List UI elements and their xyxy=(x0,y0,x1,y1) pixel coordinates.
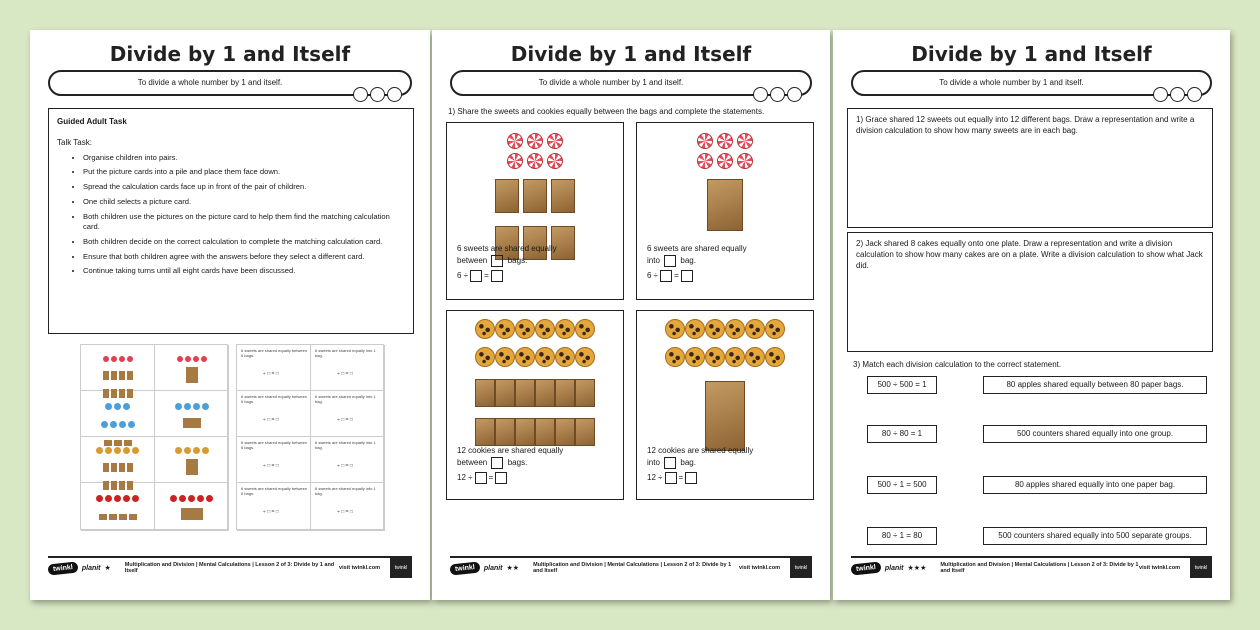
cookie-icon xyxy=(535,347,555,367)
calculation-card: 6 sweets are shared equally into 1 bag. ÷ □ = □ xyxy=(311,391,385,437)
sweet-icon xyxy=(507,153,523,169)
cookie-icon xyxy=(555,347,575,367)
sharing-panel xyxy=(446,122,624,300)
answer-box[interactable] xyxy=(470,270,482,282)
task-item: • Organise children into pairs. xyxy=(83,153,405,163)
cookie-icon xyxy=(685,319,705,339)
task-item: • Continue taking turns until all eight cards have been discussed. xyxy=(83,266,405,276)
statement-box[interactable]: 500 counters shared equally into 500 separate groups. xyxy=(983,527,1207,545)
progress-circles xyxy=(753,87,802,102)
cookie-icon xyxy=(665,347,685,367)
answer-box[interactable] xyxy=(475,472,487,484)
bags-group xyxy=(637,179,813,236)
difficulty-stars: ★★★ xyxy=(907,565,927,572)
visit-link: visit twinkl.com xyxy=(339,565,380,571)
statement: 12 cookies are shared equally between bags. 12 ÷ = xyxy=(457,446,564,483)
twinkl-logo: twinkl xyxy=(450,561,481,575)
calculation-card: 6 sweets are shared equally between 6 bags. ÷ □ = □ xyxy=(237,437,311,483)
cookie-icon xyxy=(535,319,555,339)
objective-text: To divide a whole number by 1 and itself. xyxy=(538,78,684,87)
answer-box[interactable] xyxy=(491,270,503,282)
calculation-box[interactable]: 500 ÷ 1 = 500 xyxy=(867,476,937,494)
footer-description: Multiplication and Division | Mental Calculations | Lesson 2 of 3: Divide by 1 and Itself xyxy=(124,562,335,574)
question-1-text: 1) Share the sweets and cookies equally between the bags and complete the statements. xyxy=(448,107,765,116)
question-3-text: 3) Match each division calculation to the correct statement. xyxy=(853,360,1062,369)
sharing-panel xyxy=(446,310,624,500)
twinkl-badge-icon: twinkl xyxy=(1190,558,1212,578)
task-item: • Both children use the pictures on the picture card to help them find the matching calculation card. xyxy=(83,212,405,232)
task-item: • Ensure that both children agree with the answers before they select a different card. xyxy=(83,252,405,262)
page-title: Divide by 1 and Itself xyxy=(109,42,351,66)
statement-box[interactable]: 500 counters shared equally into one group. xyxy=(983,425,1207,443)
sweet-icon xyxy=(697,133,713,149)
cookie-icon xyxy=(765,319,785,339)
progress-circle xyxy=(387,87,402,102)
sweet-icon xyxy=(527,153,543,169)
answer-box[interactable] xyxy=(491,255,503,267)
cookie-icon xyxy=(705,319,725,339)
statement: 6 sweets are shared equally between bags. 6 ÷ = xyxy=(457,244,557,281)
match-row xyxy=(853,476,1210,494)
planit-label: planit xyxy=(81,564,101,572)
paper-bag-icon xyxy=(535,379,555,407)
calculation-cards-thumbnail xyxy=(236,344,384,530)
cookie-icon xyxy=(515,319,535,339)
answer-box[interactable] xyxy=(491,457,503,469)
cookie-icon xyxy=(515,347,535,367)
paper-bag-icon xyxy=(495,179,519,213)
planit-label: planit xyxy=(884,564,904,572)
paper-bag-icon xyxy=(523,179,547,213)
question-1-text: 1) Grace shared 12 sweets out equally into 12 different bags. Draw a representation and write a division calculation to show how many sweets are in each bag. xyxy=(856,115,1195,135)
cookie-icon xyxy=(555,319,575,339)
progress-circle xyxy=(370,87,385,102)
twinkl-logo: twinkl xyxy=(48,561,79,575)
objective-banner xyxy=(48,70,412,96)
question-2-text: 2) Jack shared 8 cakes equally onto one plate. Draw a representation and write a division calculation to show how many cakes are on a plate. Write a division calculation to show what Jack did. xyxy=(856,239,1203,270)
answer-box[interactable] xyxy=(664,457,676,469)
cookie-icon xyxy=(665,319,685,339)
picture-card xyxy=(155,391,229,437)
paper-bag-icon xyxy=(555,418,575,446)
statement: 6 sweets are shared equally into bag. 6 ÷ = xyxy=(647,244,747,281)
sweet-icon xyxy=(527,133,543,149)
sharing-panel xyxy=(636,122,814,300)
twinkl-badge-icon: twinkl xyxy=(790,558,812,578)
task-item: • Both children decide on the correct calculation to complete the matching calculation card. xyxy=(83,237,405,247)
twinkl-logo: twinkl xyxy=(851,561,882,575)
difficulty-stars: ★ xyxy=(104,565,111,572)
paper-bag-icon xyxy=(475,379,495,407)
guided-task-box xyxy=(48,108,414,334)
question-1-box[interactable] xyxy=(847,108,1213,228)
cookie-icon xyxy=(575,347,595,367)
progress-circles xyxy=(1153,87,1202,102)
paper-bag-icon xyxy=(475,418,495,446)
cookie-icon xyxy=(475,347,495,367)
page-footer xyxy=(450,556,812,578)
sweets-group xyxy=(447,133,623,173)
answer-box[interactable] xyxy=(660,270,672,282)
picture-card xyxy=(81,437,155,483)
task-item: • Spread the calculation cards face up in front of the pair of children. xyxy=(83,182,405,192)
cookie-icon xyxy=(495,347,515,367)
sweet-icon xyxy=(717,133,733,149)
calculation-box[interactable]: 80 ÷ 1 = 80 xyxy=(867,527,937,545)
paper-bag-icon xyxy=(515,418,535,446)
picture-card xyxy=(81,483,155,531)
calculation-box[interactable]: 500 ÷ 500 = 1 xyxy=(867,376,937,394)
paper-bag-icon xyxy=(575,418,595,446)
visit-link: visit twinkl.com xyxy=(739,565,780,571)
task-item: • One child selects a picture card. xyxy=(83,197,405,207)
progress-circle xyxy=(753,87,768,102)
question-2-box[interactable] xyxy=(847,232,1213,352)
progress-circle xyxy=(1170,87,1185,102)
page-footer xyxy=(48,556,412,578)
sweets-group xyxy=(637,133,813,173)
worksheet-page-3 xyxy=(833,30,1230,600)
page-title: Divide by 1 and Itself xyxy=(911,42,1152,66)
cookie-icon xyxy=(475,319,495,339)
answer-box[interactable] xyxy=(665,472,677,484)
task-list xyxy=(83,153,405,277)
picture-card xyxy=(155,345,229,391)
answer-box[interactable] xyxy=(685,472,697,484)
difficulty-stars: ★★ xyxy=(506,565,520,572)
sweet-icon xyxy=(717,153,733,169)
objective-text: To divide a whole number by 1 and itself. xyxy=(939,78,1084,87)
objective-banner xyxy=(450,70,812,96)
sweet-icon xyxy=(547,153,563,169)
sweet-icon xyxy=(737,133,753,149)
paper-bag-icon xyxy=(515,379,535,407)
sweet-icon xyxy=(697,153,713,169)
picture-card xyxy=(155,483,229,531)
statement-box[interactable]: 80 apples shared equally into one paper bag. xyxy=(983,476,1207,494)
calculation-card: 6 sweets are shared equally between 6 bags. ÷ □ = □ xyxy=(237,483,311,531)
cookie-icon xyxy=(575,319,595,339)
cookie-icon xyxy=(745,347,765,367)
calculation-card: 6 sweets are shared equally into 1 bag. ÷ □ = □ xyxy=(311,345,385,391)
statement: 12 cookies are shared equally into bag. 12 ÷ = xyxy=(647,446,754,483)
match-row xyxy=(853,425,1210,443)
objective-banner xyxy=(851,70,1212,96)
cookie-icon xyxy=(705,347,725,367)
objective-text: To divide a whole number by 1 and itself. xyxy=(137,78,283,87)
progress-circle xyxy=(770,87,785,102)
paper-bag-icon xyxy=(495,418,515,446)
calculation-card: 6 sweets are shared equally between 6 bags. ÷ □ = □ xyxy=(237,345,311,391)
cookie-icon xyxy=(745,319,765,339)
cookies-group xyxy=(447,319,623,375)
answer-box[interactable] xyxy=(664,255,676,267)
task-item: • Put the picture cards into a pile and place them face down. xyxy=(83,167,405,177)
page-title: Divide by 1 and Itself xyxy=(510,42,752,66)
match-row xyxy=(853,527,1210,545)
sharing-panel xyxy=(636,310,814,500)
cookies-group xyxy=(637,319,813,375)
paper-bag-icon xyxy=(707,179,743,231)
paper-bag-icon xyxy=(575,379,595,407)
sweet-icon xyxy=(547,133,563,149)
paper-bag-icon xyxy=(495,379,515,407)
progress-circle xyxy=(353,87,368,102)
picture-card xyxy=(81,391,155,437)
sweet-icon xyxy=(507,133,523,149)
cookie-icon xyxy=(725,319,745,339)
match-row xyxy=(853,376,1210,394)
progress-circle xyxy=(1187,87,1202,102)
calculation-card: 6 sweets are shared equally into 1 bag. ÷ □ = □ xyxy=(311,437,385,483)
picture-card xyxy=(155,437,229,483)
answer-box[interactable] xyxy=(495,472,507,484)
footer-description: Multiplication and Division | Mental Calculations | Lesson 2 of 3: Divide by 1 and Itself xyxy=(940,562,1139,574)
paper-bag-icon xyxy=(705,381,745,451)
guided-task-heading: Guided Adult Task xyxy=(57,117,127,126)
picture-cards-thumbnail xyxy=(80,344,228,530)
answer-box[interactable] xyxy=(681,270,693,282)
visit-link: visit twinkl.com xyxy=(1139,565,1180,571)
cookie-icon xyxy=(765,347,785,367)
cookie-icon xyxy=(685,347,705,367)
paper-bag-icon xyxy=(535,418,555,446)
worksheet-page-1 xyxy=(30,30,430,600)
picture-card xyxy=(81,345,155,391)
paper-bag-icon xyxy=(551,179,575,213)
sweet-icon xyxy=(737,153,753,169)
progress-circle xyxy=(787,87,802,102)
talk-task-label: Talk Task: xyxy=(57,137,92,147)
calculation-box[interactable]: 80 ÷ 80 = 1 xyxy=(867,425,937,443)
progress-circles xyxy=(353,87,402,102)
page-footer xyxy=(851,556,1212,578)
cookie-icon xyxy=(725,347,745,367)
planit-label: planit xyxy=(483,564,503,572)
twinkl-badge-icon: twinkl xyxy=(390,558,412,578)
calculation-card: 6 sweets are shared equally into 1 bag. ÷ □ = □ xyxy=(311,483,385,531)
footer-description: Multiplication and Division | Mental Calculations | Lesson 2 of 3: Divide by 1 and Itself xyxy=(533,562,732,574)
progress-circle xyxy=(1153,87,1168,102)
cookie-icon xyxy=(495,319,515,339)
paper-bag-icon xyxy=(555,379,575,407)
statement-box[interactable]: 80 apples shared equally between 80 paper bags. xyxy=(983,376,1207,394)
calculation-card: 6 sweets are shared equally between 6 bags. ÷ □ = □ xyxy=(237,391,311,437)
worksheet-page-2 xyxy=(432,30,830,600)
